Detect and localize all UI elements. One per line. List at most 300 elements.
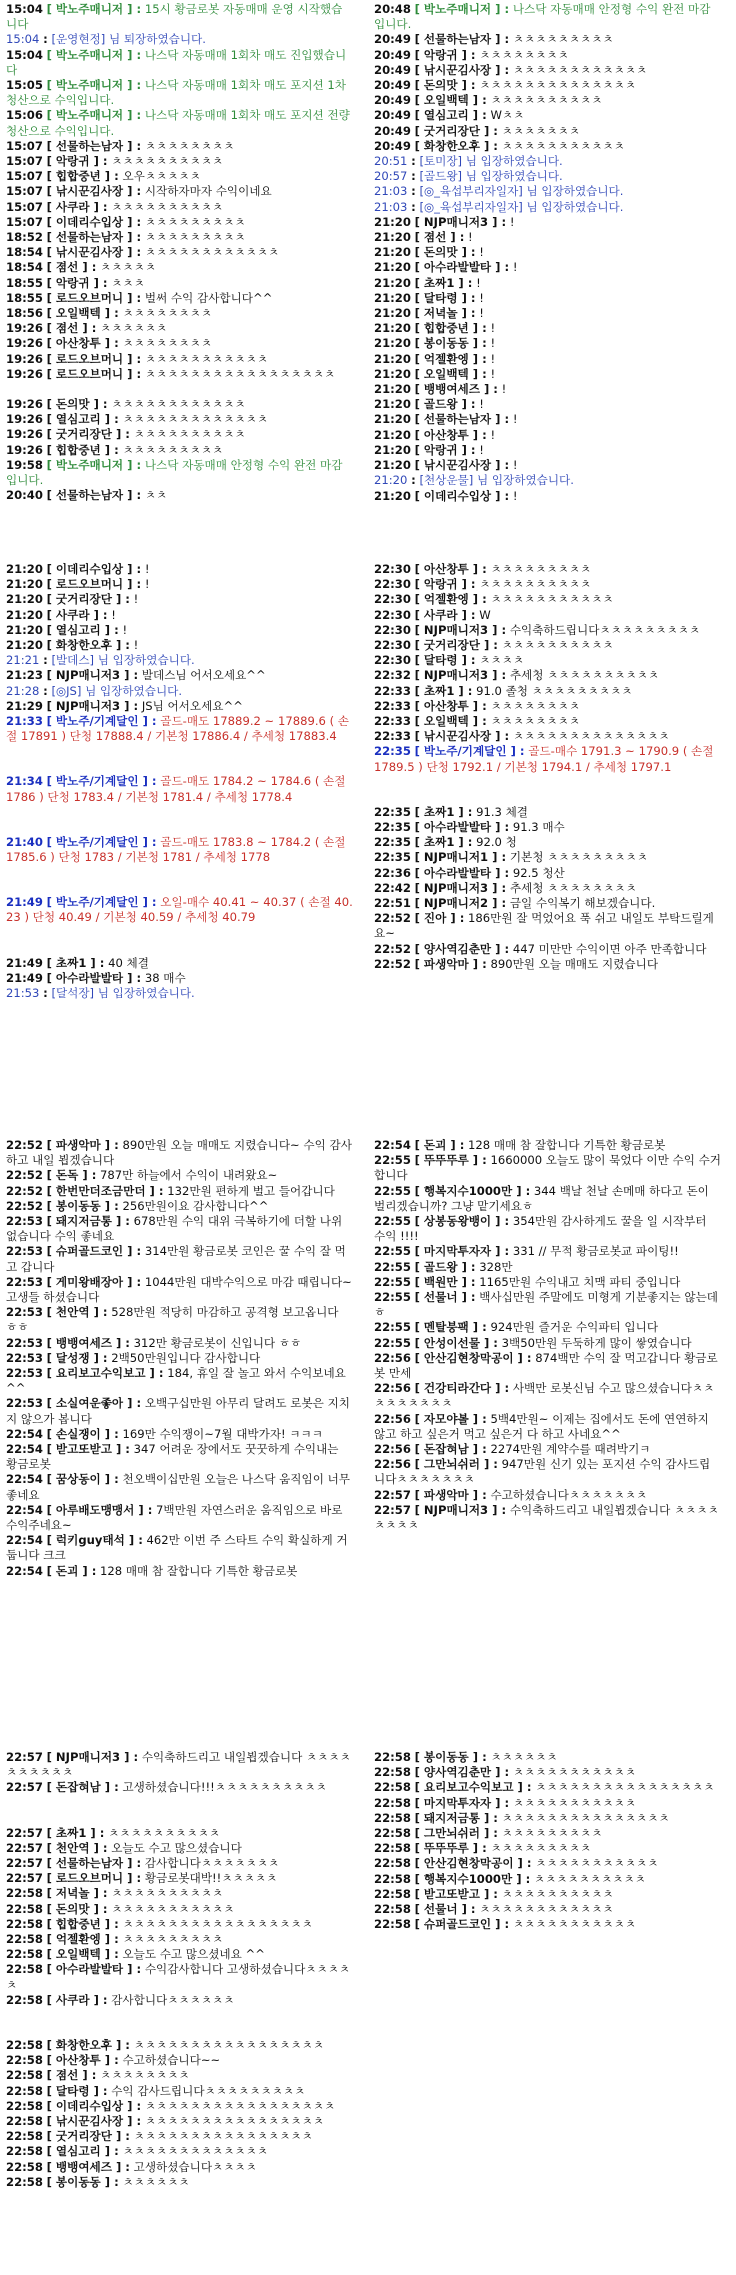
chat-panel-2 <box>368 0 725 554</box>
message-author: [ 멘탈붕팩 ] : <box>414 1320 487 1335</box>
message-text: 나스닥 자동매매 안정형 수익 완전 마감입니다. <box>374 2 711 32</box>
message-text: 787만 하늘에서 수익이 내려왔요~ <box>100 1168 278 1183</box>
chat-message <box>6 108 353 138</box>
chat-message <box>374 321 721 336</box>
message-author: [ 오일백텍 ] : <box>46 306 119 321</box>
chat-message <box>6 1244 353 1274</box>
chat-message <box>374 1887 721 1902</box>
message-time: 20:49 <box>374 78 411 93</box>
message-author: [ 졈선 ] : <box>46 260 97 275</box>
chat-message <box>374 276 721 291</box>
message-time: 22:54 <box>6 1502 43 1517</box>
system-message <box>374 184 721 199</box>
message-time: 20:49 <box>374 62 411 77</box>
message-text: 오늘도 수고 많으셨습니다 <box>111 1840 242 1855</box>
chat-message <box>374 1351 721 1381</box>
message-text: ! <box>490 351 496 366</box>
chat-message <box>374 1260 721 1275</box>
chat-message <box>374 382 721 397</box>
chat-message <box>374 729 721 744</box>
message-time: 22:55 <box>374 1259 411 1274</box>
message-text: ㅊㅊㅊㅊㅊㅊㅊㅊㅊ <box>122 442 224 457</box>
message-text: 골드-매도 1784.2 ~ 1784.6 ( 손절 1786 ) 단청 1783.4 / 기본청 1781.4 / 추세청 1778.4 <box>6 774 346 804</box>
chat-message <box>374 942 721 957</box>
message-text: 331 // 무적 황금로봇교 파이팅!! <box>512 1244 679 1259</box>
message-time: 22:58 <box>374 1886 411 1901</box>
chat-message <box>374 291 721 306</box>
message-time: 19:26 <box>6 366 43 381</box>
message-time: 22:58 <box>374 1780 411 1795</box>
message-text: 184, 휴일 잘 놀고 와서 수익보네요^^ <box>6 1366 346 1396</box>
chat-message <box>374 489 721 504</box>
message-author: [ 봉이동동 ] : <box>46 2174 119 2189</box>
message-text: W <box>479 607 491 622</box>
chat-message <box>374 412 721 427</box>
message-author: [ 억젤환엥 ] : <box>414 351 487 366</box>
message-time: 22:57 <box>6 1750 43 1764</box>
message-author: [ 아산창투 ] : <box>414 427 487 442</box>
message-text: [발데스] 님 입장하였습니다. <box>51 653 195 668</box>
message-text: 2백50만원입니다 감사합니다 <box>111 1350 261 1365</box>
message-time: 22:53 <box>6 1244 43 1259</box>
message-author: [ 박노주매니저 ] : <box>46 47 142 62</box>
message-author: [ 받고또받고 ] : <box>414 1886 498 1901</box>
chat-message <box>374 850 721 865</box>
system-message <box>6 684 353 699</box>
message-author: [ 꿈상동이 ] : <box>46 1472 119 1487</box>
chat-message <box>374 367 721 382</box>
message-text: ㅊㅊㅊㅊㅊㅊㅊㅊ <box>490 714 581 729</box>
message-text: ! <box>479 290 484 305</box>
message-author: [ 천안역 ] : <box>46 1840 108 1855</box>
message-time: 22:55 <box>374 1274 411 1289</box>
chat-message <box>6 48 353 78</box>
chat-message <box>6 1184 353 1199</box>
message-author: : <box>411 199 416 214</box>
chat-message <box>374 1290 721 1320</box>
chat-message <box>374 1336 721 1351</box>
message-text: ㅊㅊㅊㅊㅊㅊㅊㅊㅊ <box>144 230 246 245</box>
message-time: 22:57 <box>6 1780 43 1795</box>
message-author: [ 낚시꾼김사장 ] : <box>46 184 142 199</box>
message-text: 186만원 잘 먹었어요 푹 쉬고 내일도 부탁드릴게요~ <box>374 911 714 941</box>
message-author: [ 건강티라간다 ] : <box>414 1381 510 1396</box>
message-author: [ 박노주/기계달인 ] : <box>46 895 157 910</box>
message-text: 나스닥 자동매매 1회차 매도 포지션 1차 청산으로 수익입니다. <box>6 78 347 108</box>
message-time: 22:53 <box>6 1366 43 1381</box>
chat-message <box>6 2068 353 2083</box>
message-time: 21:20 <box>374 351 411 366</box>
message-author: [ 요리보고수익보고 ] : <box>46 1366 164 1381</box>
chat-message <box>6 1442 353 1472</box>
message-author: : <box>43 683 48 698</box>
chat-message <box>6 623 353 638</box>
message-author: [ 선물하는남자 ] : <box>46 138 142 153</box>
message-text: ㅊㅊㅊㅊㅊㅊㅊㅊ <box>144 138 235 153</box>
message-text: 나스닥 자동매매 1회차 매도 진입했습니다 <box>6 47 347 77</box>
message-time: 22:57 <box>6 1871 43 1886</box>
message-time: 22:52 <box>6 1198 43 1213</box>
message-author: [ 힙합중년 ] : <box>46 442 119 457</box>
message-author: [ 돈의맛 ] : <box>46 397 108 412</box>
message-author: [ 받고또받고 ] : <box>46 1442 130 1457</box>
message-text: ㅊㅊㅊㅊㅊㅊㅊㅊㅊ <box>144 214 246 229</box>
message-text: ㅊㅊㅊㅊㅊㅊㅊㅊㅊㅊㅊㅊㅊㅊㅊㅊㅊ <box>144 2098 336 2113</box>
message-time: 19:26 <box>6 427 43 442</box>
chat-message <box>374 124 721 139</box>
chat-message <box>374 1412 721 1442</box>
message-author: [ 아수라발발타 ] : <box>46 1962 142 1977</box>
message-text: ㅊㅊㅊㅊㅊㅊㅊㅊㅊㅊ <box>490 93 603 108</box>
chat-message <box>6 971 353 986</box>
message-text: 추세청 ㅊㅊㅊㅊㅊㅊㅊㅊ <box>509 880 637 895</box>
message-time: 22:54 <box>6 1472 43 1487</box>
message-time: 22:58 <box>374 1826 411 1841</box>
message-text: ㅊㅊㅊㅊㅊㅊㅊㅊ <box>122 336 213 351</box>
message-text: ㅊㅊㅊㅊㅊㅊㅊㅊㅊㅊㅊ <box>144 351 269 366</box>
message-text: 2274만원 계약수를 때려박기ㅋ <box>490 1442 651 1457</box>
message-author: [ 한번만더조금만더 ] : <box>46 1183 164 1198</box>
message-author: [ 선물하는남자 ] : <box>46 1856 142 1871</box>
message-author: : <box>43 32 48 47</box>
message-text: ㅊㅊㅊㅊㅊㅊㅊㅊㅊ <box>512 32 614 47</box>
message-time: 21:20 <box>6 622 43 637</box>
message-author: [ 낚시꾼김사장 ] : <box>414 62 510 77</box>
chat-message <box>6 1856 353 1871</box>
message-author: [ 저녁놀 ] : <box>414 306 476 321</box>
chat-message <box>6 1902 353 1917</box>
chat-message <box>6 1932 353 1947</box>
message-time: 22:55 <box>374 1214 411 1229</box>
message-time: 22:58 <box>6 1947 43 1962</box>
message-author: [ 선물하는남자 ] : <box>414 32 510 47</box>
message-text: 골드-매도 17889.2 ~ 17889.6 ( 손절 17891 ) 단청 17888.4 / 기본청 17886.4 / 추세청 17883.4 <box>6 714 349 744</box>
chat-message <box>6 2114 353 2129</box>
message-text: ㅊㅊㅊㅊㅊㅊㅊㅊㅊㅊㅊ <box>512 1795 637 1810</box>
message-author: [ 봉이동동 ] : <box>414 1750 487 1764</box>
message-time: 21:20 <box>374 336 411 351</box>
message-text: 15시 황금로봇 자동매매 운영 시작했습니다 <box>6 2 343 32</box>
message-author: [ 백원만 ] : <box>414 1274 476 1289</box>
message-text: ㅊㅊㅊㅊㅊㅊㅊㅊ <box>490 698 581 713</box>
message-text: 발데스님 어서오세요^^ <box>141 668 266 683</box>
chat-message <box>374 32 721 47</box>
message-text: ! <box>133 592 139 607</box>
message-time: 22:30 <box>374 653 411 668</box>
chat-message <box>374 1765 721 1780</box>
message-time: 15:07 <box>6 138 43 153</box>
chat-message <box>6 1947 353 1962</box>
message-text: ㅊㅊㅊㅊㅊㅊㅊㅊㅊㅊㅊ <box>490 592 614 607</box>
message-author: [ NJP매니저1 ] : <box>414 850 507 865</box>
message-text: ! <box>479 245 484 260</box>
message-time: 21:20 <box>6 562 43 576</box>
message-author: [ 악랑귀 ] : <box>414 442 476 457</box>
message-time: 22:53 <box>6 1214 43 1229</box>
message-time: 18:56 <box>6 306 43 321</box>
message-author: [ 골드왕 ] : <box>414 397 476 412</box>
message-text: 천오백이십만원 오늘은 나스닥 움직임이 너무 좋네요 <box>6 1472 350 1502</box>
message-time: 22:53 <box>6 1274 43 1289</box>
chat-message <box>374 608 721 623</box>
message-author: [ 행복지수1000만 ] : <box>414 1871 531 1886</box>
message-time: 15:04 <box>6 2 43 16</box>
message-time: 20:51 <box>374 154 408 169</box>
message-text: 91.3 체결 <box>476 804 528 819</box>
message-time: 19:26 <box>6 442 43 457</box>
message-author: [ 박노주매니저 ] : <box>46 108 142 123</box>
message-text: 나스닥 자동매매 1회차 매도 포지션 전량청산으로 수익입니다. <box>6 108 350 138</box>
message-author: [ 초짜1 ] : <box>46 1825 105 1840</box>
chat-message <box>374 306 721 321</box>
message-text: ㅊㅊㅊㅊㅊㅊㅊㅊㅊㅊㅊㅊㅊㅊ <box>479 78 637 93</box>
message-text: ! <box>476 275 481 290</box>
message-author: [ 초짜1 ] : <box>414 683 473 698</box>
message-text: [골드왕] 님 입장하였습니다. <box>419 169 563 184</box>
message-time: 20:48 <box>374 2 411 16</box>
message-author: [ 그만뇌쉬러 ] : <box>414 1826 498 1841</box>
message-author: [ 안산김현창막공이 ] : <box>414 1856 532 1871</box>
message-time: 22:52 <box>6 1138 43 1152</box>
message-time: 19:26 <box>6 412 43 427</box>
message-text: ㅊㅊㅊㅊㅊㅊㅊㅊㅊㅊ <box>479 577 592 592</box>
message-time: 22:52 <box>374 941 411 956</box>
message-author: [ 힙합중년 ] : <box>46 169 119 184</box>
message-author: [ NJP매니저3 ] : <box>414 622 507 637</box>
message-text: ㅊㅊㅊㅊㅊㅊㅊㅊㅊ <box>501 1826 603 1841</box>
message-time: 21:20 <box>374 230 411 245</box>
message-text: ㅊㅊㅊㅊㅊㅊㅊㅊㅊㅊㅊ <box>501 138 625 153</box>
message-time: 21:03 <box>374 184 408 199</box>
chat-message <box>374 1917 721 1932</box>
message-time: 22:33 <box>374 714 411 729</box>
message-author: [ 로드오브머니 ] : <box>46 366 142 381</box>
chat-message <box>374 623 721 638</box>
message-text: ㅊㅊㅊㅊㅊㅊㅊㅊㅊㅊㅊㅊ <box>144 245 280 260</box>
message-text: 수고하셨습니다ㅊㅊㅊㅊㅊㅊㅊ <box>490 1487 648 1502</box>
message-text: 678만원 수익 대위 극복하기에 더할 나위 없습니다 수익 좋네요 <box>6 1214 343 1244</box>
message-author: [ 박노주매니저 ] : <box>46 2 142 16</box>
message-time: 22:33 <box>374 683 411 698</box>
message-time: 20:40 <box>6 488 43 503</box>
chat-message <box>6 1533 353 1563</box>
chat-message <box>374 1856 721 1871</box>
message-author: : <box>43 986 48 1001</box>
message-time: 21:23 <box>6 668 43 683</box>
chat-message <box>374 1841 721 1856</box>
message-author: [ 억젤환엥 ] : <box>414 592 487 607</box>
message-time: 22:56 <box>374 1411 411 1426</box>
chat-panel-8 <box>368 1748 725 2275</box>
message-author: [ 아수라발발타 ] : <box>414 260 510 275</box>
chat-message <box>6 1351 353 1366</box>
message-time: 22:58 <box>6 1901 43 1916</box>
message-text: ! <box>479 397 484 412</box>
chat-message <box>6 956 353 971</box>
message-time: 21:20 <box>374 442 411 457</box>
chat-message <box>374 1184 721 1214</box>
message-author: [ 파생악마 ] : <box>414 956 487 971</box>
system-message <box>374 200 721 215</box>
message-time: 21:20 <box>374 458 411 473</box>
message-author: [ 낚시꾼김사장 ] : <box>414 729 510 744</box>
chat-message <box>6 1168 353 1183</box>
message-text: ! <box>512 488 518 503</box>
message-time: 21:20 <box>374 366 411 381</box>
message-time: 20:49 <box>374 123 411 138</box>
message-text: ㅊㅊㅊㅊㅊㅊㅊ <box>501 123 581 138</box>
chat-message <box>374 93 721 108</box>
message-time: 20:49 <box>374 108 411 123</box>
message-text: 92.5 청산 <box>512 865 565 880</box>
message-text: ㅊㅊㅊㅊㅊㅊㅊㅊㅊㅊ <box>108 1825 221 1840</box>
message-text: 447 미만만 수익이면 아주 만족합니다 <box>512 941 707 956</box>
message-time: 21:20 <box>374 306 411 321</box>
message-time: 22:30 <box>374 638 411 653</box>
message-text: ㅊㅊㅊㅊㅊㅊㅊㅊㅊㅊㅊㅊ <box>479 1902 614 1917</box>
message-author: [ 낚시꾼김사장 ] : <box>414 458 510 473</box>
message-author: [ 달타령 ] : <box>46 2083 108 2098</box>
message-text: 시작하자마자 수익이네요 <box>144 184 272 199</box>
chat-message <box>6 397 353 412</box>
chat-message <box>374 1244 721 1259</box>
message-text: 874백만 수익 잘 먹고갑니다 황금로봇 만세 <box>374 1350 718 1381</box>
message-time: 22:58 <box>6 2159 43 2174</box>
message-time: 15:07 <box>6 199 43 214</box>
message-author: [ 골드왕 ] : <box>414 1259 476 1274</box>
message-text: 황금로봇대박!!ㅊㅊㅊㅊㅊ <box>144 1871 278 1886</box>
message-author: [ 달타령 ] : <box>414 653 476 668</box>
message-time: 22:58 <box>6 2129 43 2144</box>
message-text: ㅊㅊㅊㅊㅊㅊㅊㅊㅊㅊ <box>533 1871 646 1886</box>
message-author: [ 졈선 ] : <box>46 2068 97 2083</box>
message-time: 22:35 <box>374 835 411 850</box>
message-time: 21:20 <box>374 275 411 290</box>
message-author: [ 돈괴 ] : <box>414 1138 465 1152</box>
message-time: 15:07 <box>6 214 43 229</box>
message-text: 나스닥 자동매매 안정형 수익 완전 마감입니다. <box>6 457 343 488</box>
message-author: [ 사쿠라 ] : <box>414 607 476 622</box>
chat-panel-5 <box>0 1136 357 1686</box>
message-text: 고생하셨습니다ㅊㅊㅊㅊ <box>133 2159 257 2174</box>
message-text: 169만 수익쟁이~7월 대박가자! ㅋㅋㅋ <box>122 1426 323 1441</box>
message-text: ㅊㅊㅊㅊ <box>479 653 525 668</box>
message-time: 22:55 <box>374 1290 411 1305</box>
chat-message <box>374 1826 721 1841</box>
message-text: 사백만 로봇신님 수고 많으셨습니다ㅊㅊㅊㅊㅊㅊㅊㅊㅊ <box>374 1381 715 1411</box>
message-text: ㅊㅊㅊㅊㅊㅊㅊㅊㅊㅊㅊ <box>111 1901 235 1916</box>
message-time: 22:55 <box>374 1320 411 1335</box>
message-time: 22:58 <box>6 1916 43 1931</box>
chat-message <box>374 230 721 245</box>
chat-message <box>374 668 721 683</box>
chat-message <box>6 577 353 592</box>
chat-message <box>6 367 353 382</box>
message-author: : <box>411 473 416 488</box>
chat-panel-7 <box>0 1748 357 2275</box>
chat-message <box>374 820 721 835</box>
chat-message <box>6 78 353 108</box>
message-time: 22:57 <box>374 1502 411 1517</box>
message-time: 19:26 <box>6 351 43 366</box>
message-time: 22:30 <box>374 577 411 592</box>
message-author: [ 굿거리장단 ] : <box>414 123 498 138</box>
message-time: 21:20 <box>374 412 411 427</box>
chat-message <box>374 2 721 32</box>
chat-message <box>6 592 353 607</box>
message-author: [ 오일백텍 ] : <box>414 714 487 729</box>
message-author: [ 굿거리장단 ] : <box>414 638 498 653</box>
chat-message <box>374 443 721 458</box>
chat-message <box>374 577 721 592</box>
message-author: [ NJP매니저3 ] : <box>46 698 139 713</box>
chat-message <box>374 1320 721 1335</box>
message-time: 22:58 <box>6 1886 43 1901</box>
message-time: 22:58 <box>6 2098 43 2113</box>
chat-message <box>6 2144 353 2159</box>
message-author: [ 로드오브머니 ] : <box>46 577 142 592</box>
chat-message <box>374 957 721 972</box>
message-author: [ 아산창투 ] : <box>46 2053 119 2068</box>
chat-message <box>6 139 353 154</box>
message-text: ㅊㅊㅊㅊㅊㅊ <box>490 1750 558 1764</box>
message-text: 수익축하드립니다ㅊㅊㅊㅊㅊㅊㅊㅊㅊ <box>509 622 701 637</box>
message-author: [ 화창한오후 ] : <box>414 138 498 153</box>
message-author: [ 오일백텍 ] : <box>414 366 487 381</box>
message-time: 22:36 <box>374 865 411 880</box>
chat-message <box>374 1457 721 1487</box>
message-author: [ 힙합중년 ] : <box>414 321 487 336</box>
chat-message <box>6 443 353 458</box>
message-time: 22:51 <box>374 896 411 911</box>
chat-message <box>6 1826 353 1841</box>
message-text: [◎JS] 님 입장하였습니다. <box>51 683 183 698</box>
chat-message <box>6 1962 353 1992</box>
message-time: 21:20 <box>374 214 411 229</box>
message-author: [ 악랑귀 ] : <box>414 577 476 592</box>
message-text: 오늘도 수고 많으셨네요 ^^ <box>122 1947 265 1962</box>
message-text: ㅊㅊㅊㅊㅊㅊㅊㅊㅊㅊㅊㅊ <box>512 62 648 77</box>
message-text: ㅊㅊㅊㅊㅊㅊㅊㅊㅊ <box>490 562 592 576</box>
chat-message <box>6 1427 353 1442</box>
chat-message <box>374 139 721 154</box>
chat-message <box>6 638 353 653</box>
chat-message <box>374 1214 721 1244</box>
message-text: Wㅊㅊ <box>490 108 525 123</box>
message-time: 22:55 <box>374 1244 411 1259</box>
message-author: [ 슈퍼골드코인 ] : <box>46 1244 142 1259</box>
message-author: [ 파생악마 ] : <box>414 1487 487 1502</box>
chat-message <box>374 638 721 653</box>
message-author: [ 저녁놀 ] : <box>46 1886 108 1901</box>
chat-message <box>374 714 721 729</box>
message-time: 22:57 <box>6 1825 43 1840</box>
message-text: 314만원 황금로봇 코인은 꿀 수익 잘 먹고 갑니다 <box>6 1244 346 1274</box>
message-text: ㅊㅊ <box>144 488 168 503</box>
chat-message <box>374 48 721 63</box>
message-text: ㅊㅊㅊㅊㅊㅊㅊㅊㅊㅊㅊㅊㅊ <box>122 412 269 427</box>
message-text: 344 백날 천날 손메매 하다고 돈이 벌리겠습니까? 그냥 맡기세요ㅎ <box>374 1183 709 1213</box>
message-time: 22:58 <box>374 1795 411 1810</box>
message-time: 22:58 <box>374 1750 411 1764</box>
message-text: 890만원 오늘 매매도 지렸습니다~ 수익 감사하고 내일 뵙겠습니다 <box>6 1138 352 1168</box>
message-text: 256만원이요 감사합니다^^ <box>122 1198 269 1213</box>
message-text: 기본청 ㅊㅊㅊㅊㅊㅊㅊㅊㅊ <box>509 850 648 865</box>
message-time: 22:35 <box>374 820 411 835</box>
message-time: 22:57 <box>6 1840 43 1855</box>
message-author: [ 로드오브머니 ] : <box>46 290 142 305</box>
chat-message <box>6 1199 353 1214</box>
